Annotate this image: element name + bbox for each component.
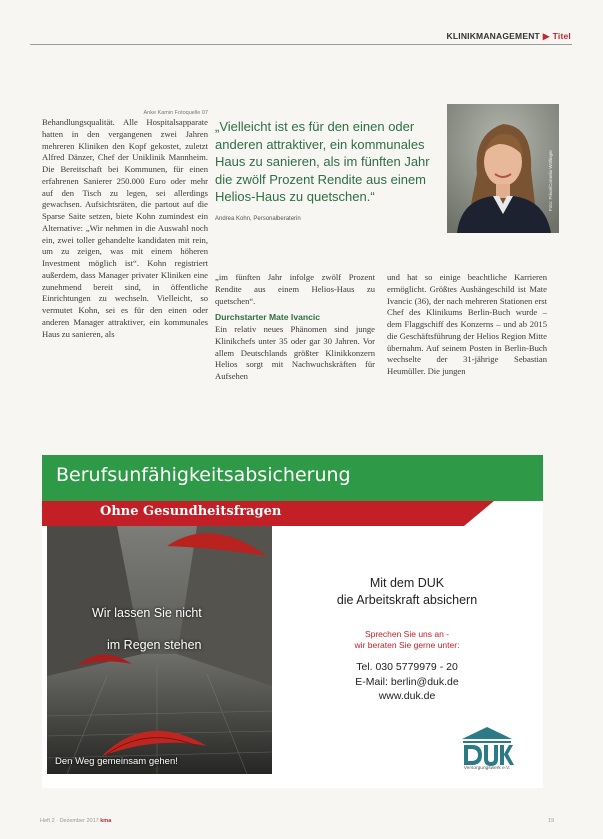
footer-date: Dezember 2017 <box>59 818 99 824</box>
ad-contact-block <box>282 575 532 704</box>
right-column-text: und hat so einige beachtliche Karrieren ermöglicht. Größtes Aushängeschild ist Mate Ivancic (36), der nach mehreren Stationen erst Chef des Klinikums Berlin-Buch wurde – dem Flaggschiff des Konzerns – und ab 2015 die Geschäftsführung der Helios Region Mitte übernahm. Auf seinem Posten in Berlin-Buch wechselte der 31-jährige Sebastian Heumüller. Die jungen <box>387 272 547 376</box>
ad-subtitle: Ohne Gesundheitsfragen <box>100 504 282 519</box>
photo-caption: Anke Kamin Fotoquelle 07 <box>143 110 208 116</box>
portrait-photo <box>447 104 559 233</box>
ad-call-2: wir beraten Sie gerne unter: <box>354 640 460 650</box>
right-text-column <box>387 272 547 400</box>
ad-phone[interactable]: Tel. 030 5779979 - 20 <box>356 661 458 673</box>
middle-text-column <box>215 272 375 400</box>
ad-headline-1: Mit dem DUK <box>369 576 445 590</box>
quote-attribution: Andrea Kohn, Personalberaterin <box>215 215 301 222</box>
footer-heft: Heft 2 <box>40 818 55 824</box>
header-rule <box>30 44 572 45</box>
duk-logo <box>442 725 532 783</box>
ad-email[interactable]: E-Mail: berlin@duk.de <box>355 675 459 688</box>
left-text-column <box>42 117 208 399</box>
ad-headline-2: die Arbeitskraft absichern <box>336 593 478 607</box>
triangle-icon: ▶ <box>542 31 550 41</box>
subheading: Durchstarter Mate Ivancic <box>215 312 321 323</box>
middle-text-body: Ein relativ neues Phänomen sind junge Klinikchefs unter 35 oder gar 30 Jahren. Vor allem Deutschlands größter Klinikkonzern Helios sorgt mit Nachwuchskräften für Aufsehen <box>215 324 375 381</box>
section-label <box>447 31 571 42</box>
ad-website[interactable]: www.duk.de <box>378 690 436 702</box>
advertisement[interactable] <box>42 455 543 788</box>
quote-text: „Vielleicht ist es für den einen oder anderen attraktiver, ein kommunales Haus zu sanieren, als im fünften Jahr die zwölf Prozent Rendite aus einem Helios-Haus zu quetschen.“ <box>215 119 430 205</box>
footer-issue: Heft 2 · Dezember 2017 kma <box>40 818 112 824</box>
page-number: 19 <box>548 818 555 824</box>
pull-quote <box>215 118 443 222</box>
section-name: KLINIKMANAGEMENT <box>446 31 540 41</box>
ad-title: Berufsunfähigkeitsabsicherung <box>56 464 351 486</box>
ad-photo-line1: Wir lassen Sie nicht <box>92 606 202 620</box>
footer-brand: kma <box>100 818 112 824</box>
ad-call-1: Sprechen Sie uns an - <box>364 629 450 639</box>
ad-photo-footer: Den Weg gemeinsam gehen! <box>55 756 178 767</box>
left-column-text: Behandlungsqualität. Alle Hospitalsapparate hatten in den vergangenen zwei Jahren mehreren Kliniken den Kopf gekostet, zuletzt Alfred Dänzer, Chef der Uniklinik Mannheim. Die Bereitschaft bei Kommunen, für einen erfahrenen Sanierer 250.000 Euro oder mehr auf den Tisch zu legen, sei allerdings gewachsen. Aufsichtsräten, die partout auf die Sparse Saite setzen, biete Kohn zumindest ein Alternative: „Wir nehmen in die Auswahl noch ein, zwei toller gehandelte kandidaten mit rein, um zu zeigen, was mit einem höheren Investment möglich ist“. Kohn registriert außerdem, dass Manager privater Kliniken eine zunehmend bereit sind, in öffentliche Einrichtungen zu wechseln. Vielleicht, so vermutet Kohn, sei es für den einen oder anderen Manager attraktiver, ein kommunales Haus zu sanieren, als <box>42 117 208 339</box>
ad-band-tail <box>464 501 494 526</box>
duk-logo-icon <box>442 725 532 769</box>
photo-credit: Foto: Privat/Cornelia Wöllinger <box>548 150 553 212</box>
middle-text-intro: „im fünften Jahr infolge zwölf Prozent Rendite aus einem Helios-Haus zu quetschen“. <box>215 272 375 306</box>
section-topic: Titel <box>552 31 571 41</box>
duk-logo-caption: Versorgungswerk e.V. <box>463 766 511 771</box>
ad-photo-line2: im Regen stehen <box>107 638 202 652</box>
ad-photo <box>47 526 272 774</box>
portrait-illustration <box>447 104 559 233</box>
